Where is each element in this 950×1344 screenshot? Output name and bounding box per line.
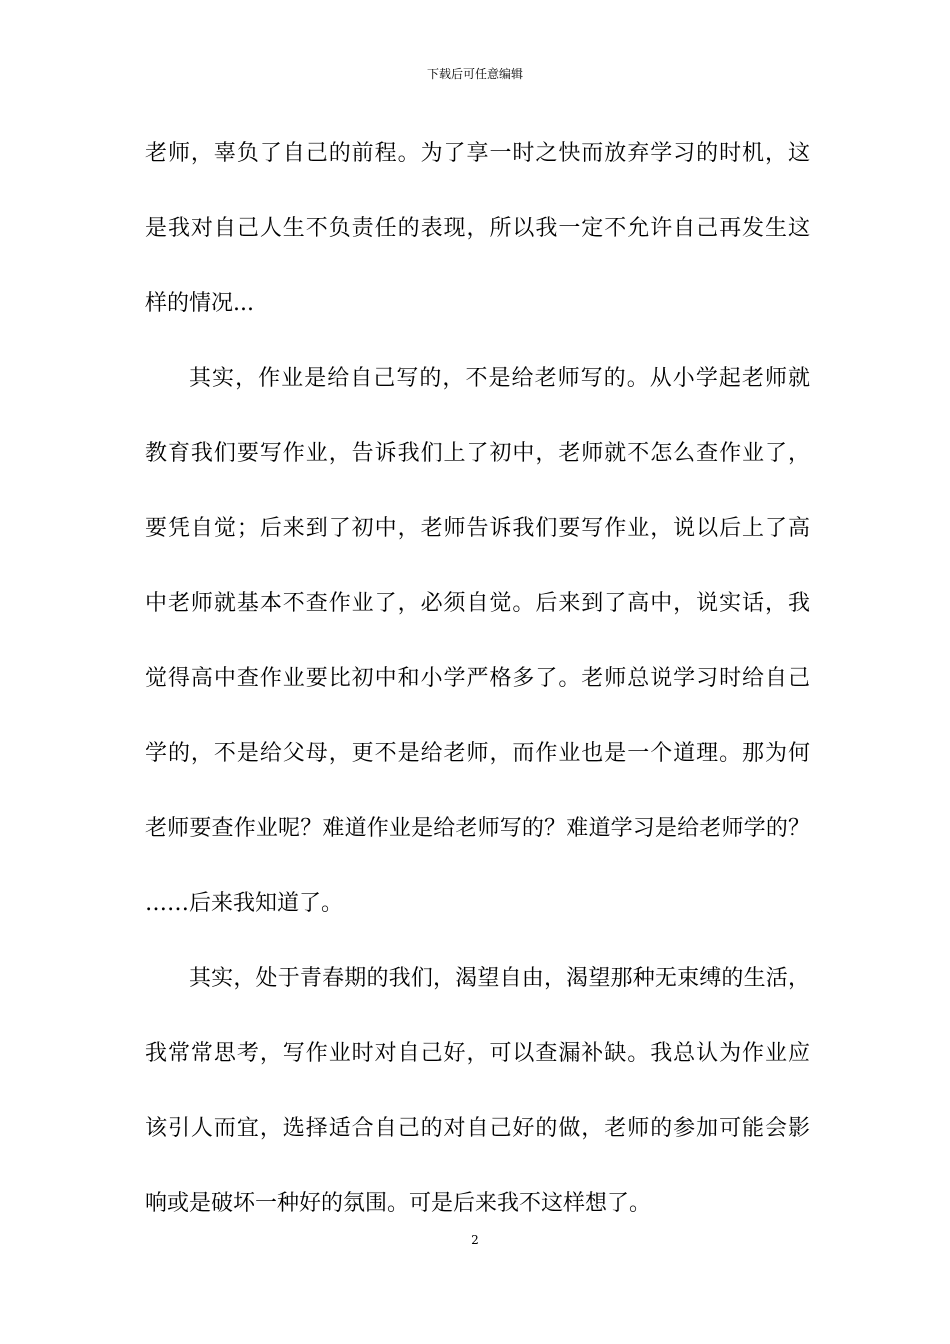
text-line: ……后来我知道了。 xyxy=(145,891,344,916)
text-line: 觉得高中查作业要比初中和小学严格多了。老师总说学习时给自己 xyxy=(145,666,810,691)
text-line: 教育我们要写作业，告诉我们上了初中，老师就不怎么查作业了， xyxy=(145,441,810,466)
text-line: 是我对自己人生不负责任的表现，所以我一定不允许自己再发生这 xyxy=(145,216,810,241)
text-line: 要凭自觉；后来到了初中，老师告诉我们要写作业，说以后上了高 xyxy=(145,516,810,541)
page-number: 2 xyxy=(471,1233,479,1247)
text-line: 响或是破坏一种好的氛围。可是后来我不这样想了。 xyxy=(145,1191,652,1216)
paragraph-start-line: 其实，处于青春期的我们，渴望自由，渴望那种无束缚的生活， xyxy=(189,966,810,991)
text-line: 老师要查作业呢？难道作业是给老师写的？难道学习是给老师学的？ xyxy=(145,816,810,841)
text-line: 该引人而宜，选择适合自己的对自己好的做，老师的参加可能会影 xyxy=(145,1116,810,1141)
paragraph-start-line: 其实，作业是给自己写的，不是给老师写的。从小学起老师就 xyxy=(189,366,810,391)
document-body xyxy=(145,134,810,1259)
text-line: 老师，辜负了自己的前程。为了享一时之快而放弃学习的时机，这 xyxy=(145,141,810,166)
text-line: 中老师就基本不查作业了，必须自觉。后来到了高中，说实话，我 xyxy=(145,591,810,616)
text-line: 学的，不是给父母，更不是给老师，而作业也是一个道理。那为何 xyxy=(145,741,810,766)
text-line: 我常常思考，写作业时对自己好，可以查漏补缺。我总认为作业应 xyxy=(145,1041,810,1066)
page-header: 下载后可任意编辑 xyxy=(426,67,523,81)
text-line: 样的情况... xyxy=(145,291,254,316)
